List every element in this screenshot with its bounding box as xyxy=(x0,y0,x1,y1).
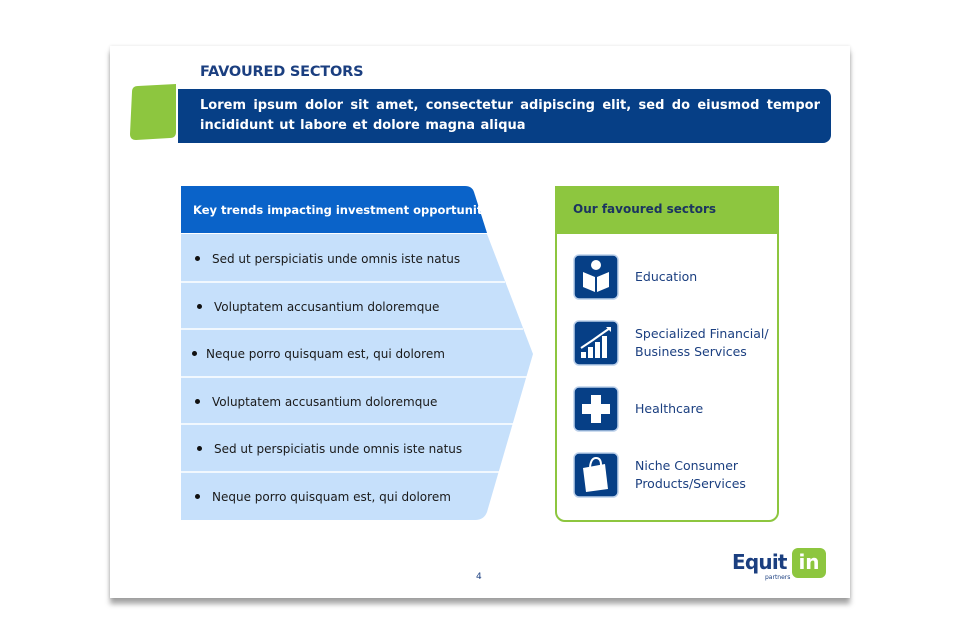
sector-label-line: Specialized Financial/ xyxy=(635,326,769,341)
slide xyxy=(110,46,850,598)
bullet-dot-icon xyxy=(195,494,200,499)
logo-wordmark: Equit xyxy=(732,550,787,574)
bullet-dot-icon xyxy=(192,351,197,356)
sector-item-education xyxy=(573,254,773,300)
sector-label-line: Education xyxy=(635,269,698,284)
sector-label-line: Products/Services xyxy=(635,476,746,491)
trend-item xyxy=(181,283,481,330)
bullet-dot-icon xyxy=(195,256,200,261)
education-icon xyxy=(573,254,619,300)
trends-panel-title: Key trends impacting investment opportunity xyxy=(193,203,490,217)
trend-item xyxy=(181,378,481,425)
trend-item xyxy=(181,330,481,377)
logo-tagline: partners xyxy=(765,574,791,581)
sector-label-line: Healthcare xyxy=(635,401,704,416)
trend-item-text: Sed ut perspiciatis unde omnis iste natus xyxy=(212,251,461,266)
trend-item xyxy=(181,473,481,520)
bullet-dot-icon xyxy=(197,446,202,451)
shopping-bag-icon xyxy=(573,452,619,498)
sector-label xyxy=(635,268,697,286)
trend-item-text: Neque porro quisquam est, qui dolorem xyxy=(212,489,451,504)
logo-badge: in xyxy=(792,548,826,578)
financial-chart-icon xyxy=(573,320,619,366)
trend-item-text: Neque porro quisquam est, qui dolorem xyxy=(206,346,445,361)
sector-label-line: Niche Consumer xyxy=(635,458,739,473)
page-title: FAVOURED SECTORS xyxy=(200,64,364,80)
trend-item xyxy=(181,425,481,472)
sector-label xyxy=(635,400,703,418)
sectors-panel-title: Our favoured sectors xyxy=(573,202,717,216)
page-number: 4 xyxy=(476,572,482,582)
sector-item-consumer-products xyxy=(573,452,773,498)
company-logo xyxy=(732,546,828,582)
healthcare-cross-icon xyxy=(573,386,619,432)
trend-item-text: Voluptatem accusantium doloremque xyxy=(214,299,440,314)
sector-label xyxy=(635,325,769,361)
trend-item xyxy=(181,235,481,282)
sector-label-line: Business Services xyxy=(635,344,747,359)
green-accent-shape xyxy=(130,84,178,140)
trends-panel xyxy=(181,186,534,520)
sectors-panel xyxy=(555,186,779,522)
bullet-dot-icon xyxy=(195,399,200,404)
sectors-panel-header xyxy=(555,186,779,234)
trend-item-text: Voluptatem accusantium doloremque xyxy=(212,394,438,409)
sector-label xyxy=(635,457,746,493)
sector-item-healthcare xyxy=(573,386,773,432)
trend-item-text: Sed ut perspiciatis unde omnis iste natus xyxy=(214,441,463,456)
bullet-dot-icon xyxy=(197,304,202,309)
banner-text: Lorem ipsum dolor sit amet, consectetur adipiscing elit, sed do eiusmod tempor incididunt ut labore et dolore magna aliqua xyxy=(200,98,820,133)
sector-item-financial-services xyxy=(573,320,773,366)
